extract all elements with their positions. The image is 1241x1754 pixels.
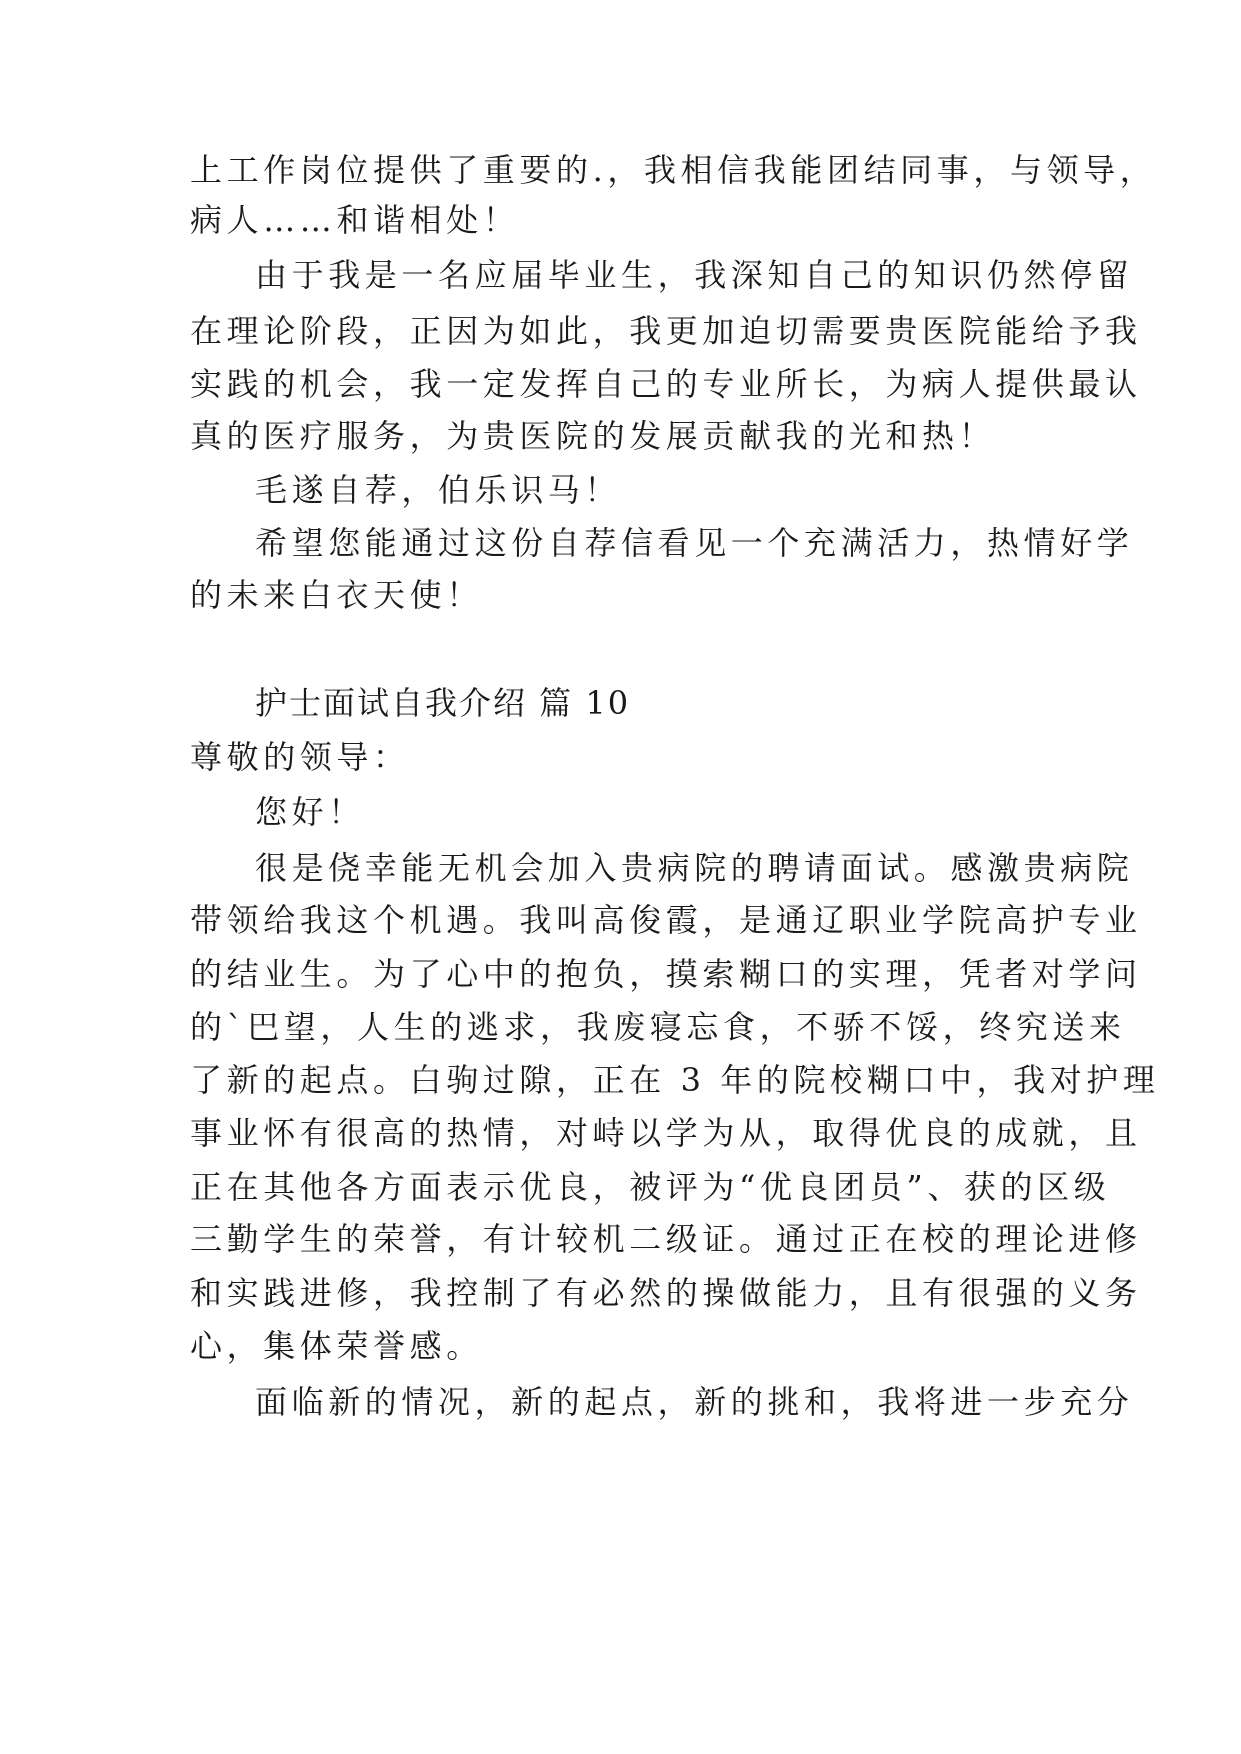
text-line: 心，集体荣誉感。	[190, 1327, 483, 1365]
greeting: 您好！	[255, 793, 365, 831]
text-line: 三勤学生的荣誉，有计较机二级证。通过正在校的理论进修	[190, 1220, 1142, 1258]
text-line: 的结业生。为了心中的抱负，摸索糊口的实理，凭者对学问	[190, 955, 1142, 993]
text-line: 带领给我这个机遇。我叫高俊霞，是通辽职业学院高护专业	[190, 901, 1142, 939]
section-heading: 护士面试自我介绍 篇 10	[255, 684, 631, 722]
text-line: 毛遂自荐，伯乐识马！	[255, 471, 622, 509]
text-line: 事业怀有很高的热情，对峙以学为从，取得优良的成就，且	[190, 1114, 1142, 1152]
text-line: 面临新的情况，新的起点，新的挑和，我将进一步充分	[255, 1383, 1134, 1421]
text-line: 希望您能通过这份自荐信看见一个充满活力，热情好学	[255, 524, 1134, 562]
text-line: 了新的起点。白驹过隙，正在 3 年的院校糊口中，我对护理	[190, 1061, 1160, 1099]
text-line: 正在其他各方面表示优良，被评为“优良团员”、获的区级	[190, 1168, 1111, 1206]
text-line: 的未来白衣天使！	[190, 576, 483, 614]
text-line: 很是侥幸能无机会加入贵病院的聘请面试。感激贵病院	[255, 849, 1134, 887]
text-line: 病人……和谐相处！	[190, 201, 520, 239]
salutation: 尊敬的领导：	[190, 738, 410, 776]
text-line: 由于我是一名应届毕业生，我深知自己的知识仍然停留	[255, 256, 1134, 294]
text-line: 实践的机会，我一定发挥自己的专业所长，为病人提供最认	[190, 365, 1142, 403]
text-line: 在理论阶段，正因为如此，我更加迫切需要贵医院能给予我	[190, 312, 1142, 350]
text-line: 的`巴望，人生的逃求，我废寝忘食，不骄不馁，终究送来	[190, 1008, 1126, 1046]
text-line: 和实践进修，我控制了有必然的操做能力，且有很强的义务	[190, 1274, 1142, 1312]
text-line: 真的医疗服务，为贵医院的发展贡献我的光和热！	[190, 417, 996, 455]
text-line: 上工作岗位提供了重要的.，我相信我能团结同事，与领导，	[190, 151, 1157, 189]
